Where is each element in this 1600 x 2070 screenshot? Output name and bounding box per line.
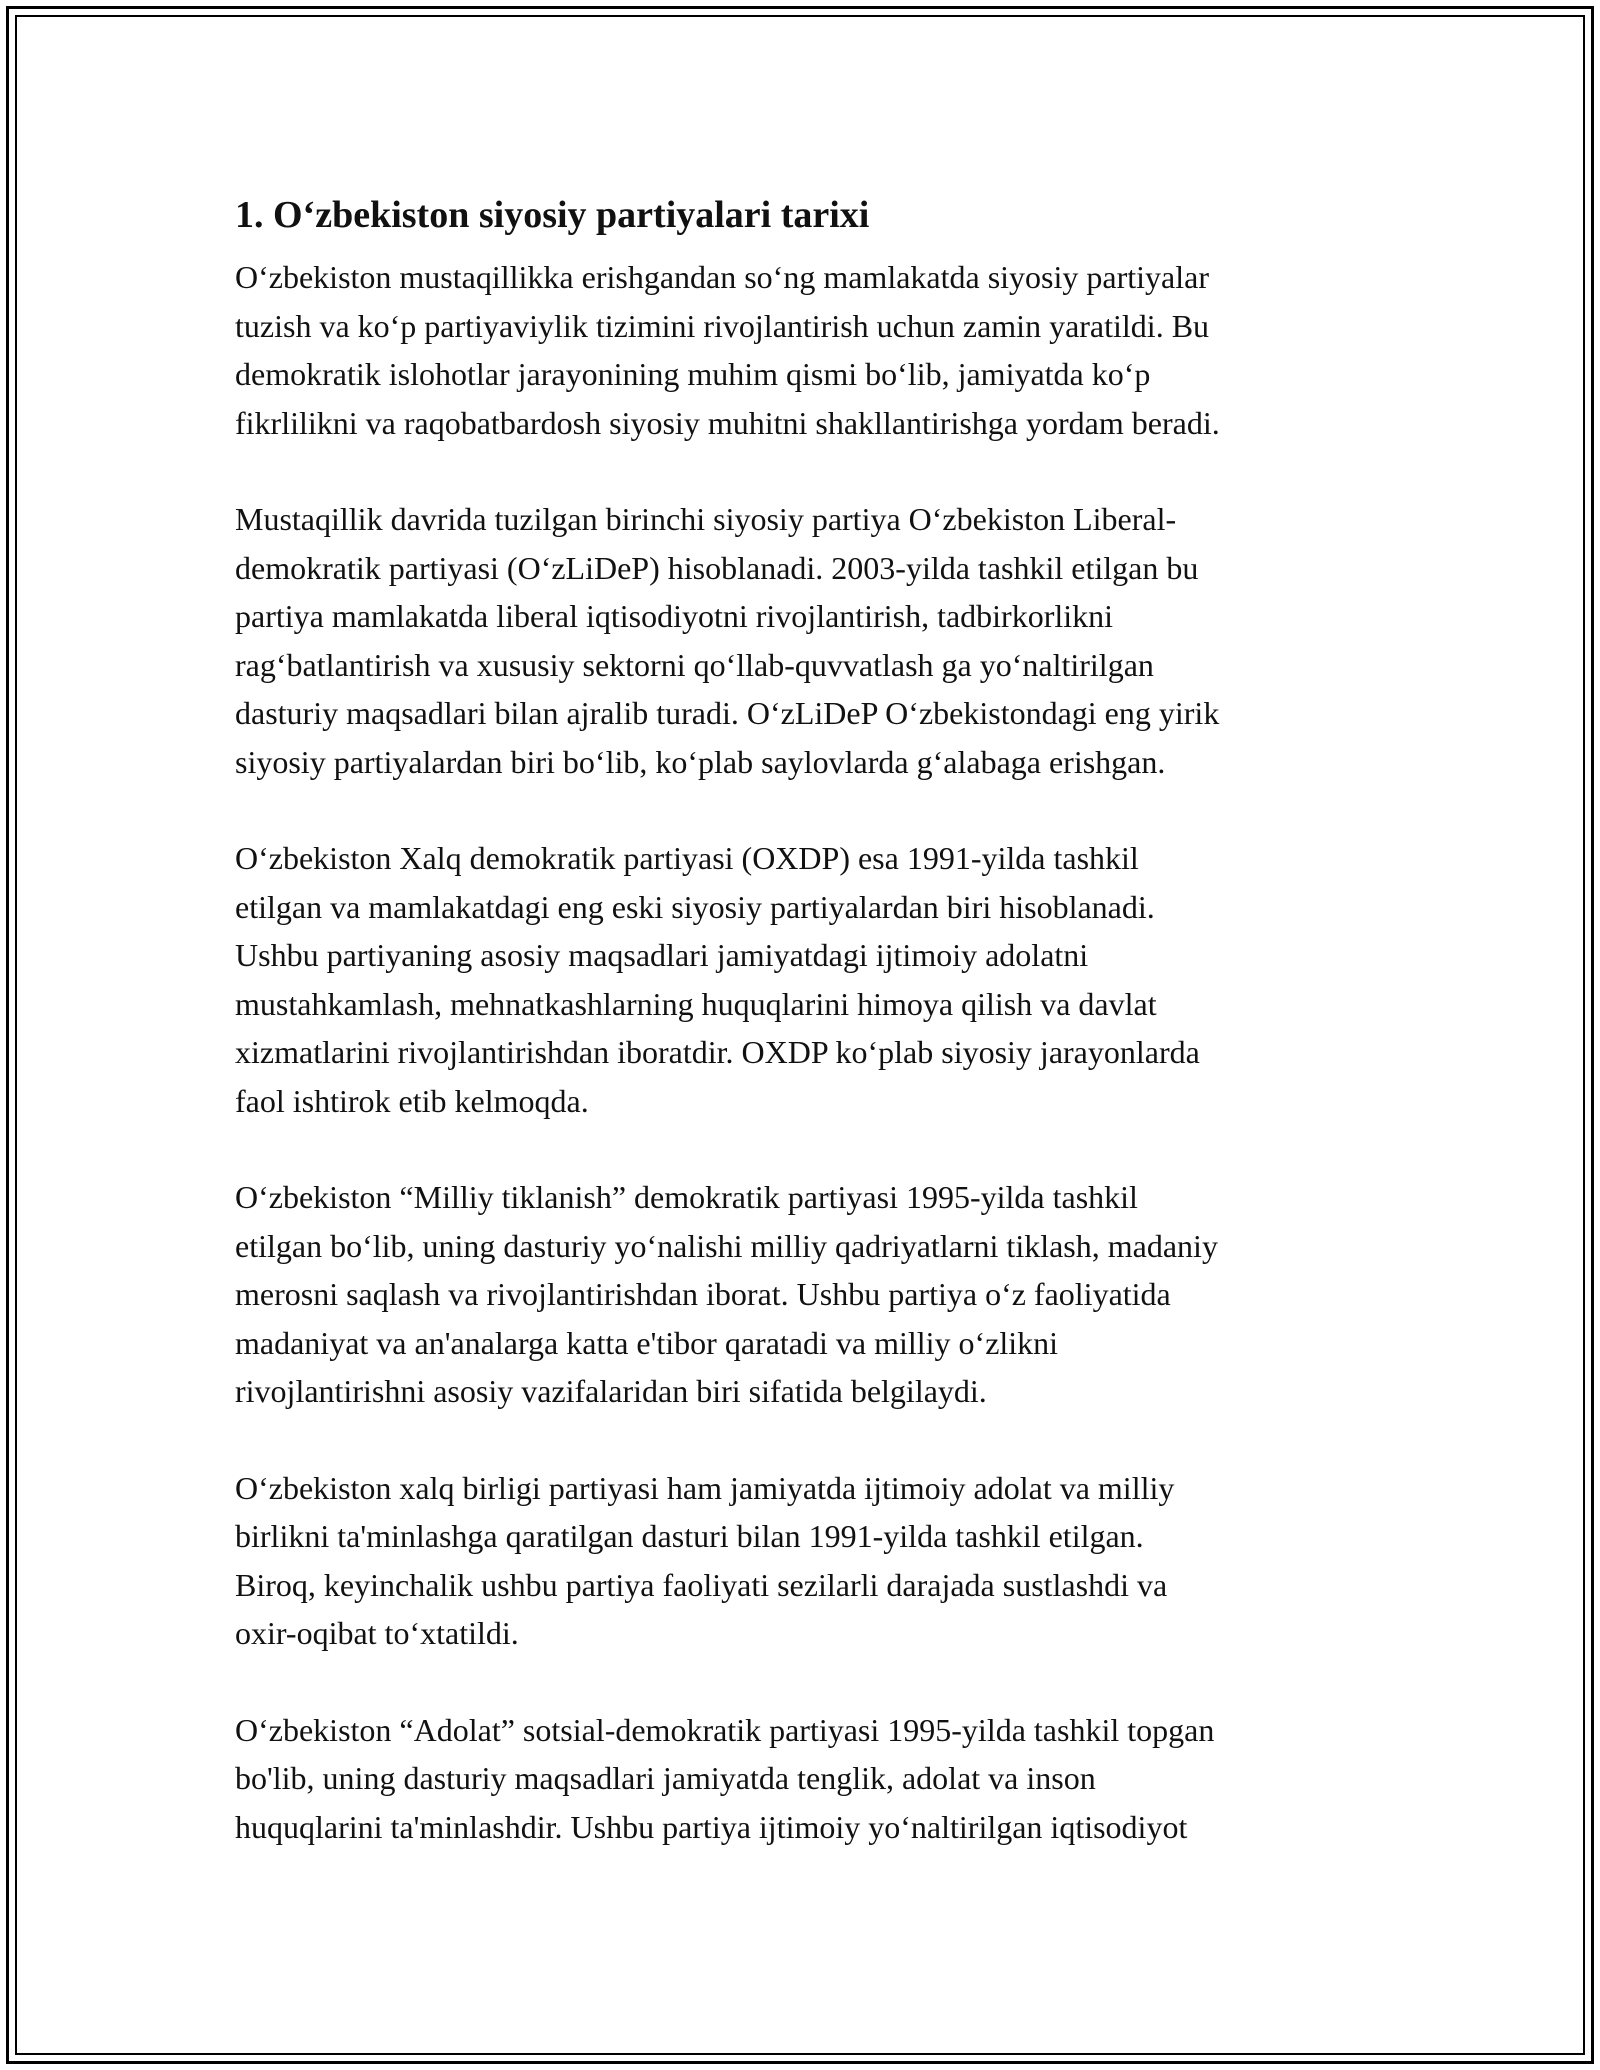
text-line: rivojlantirishni asosiy vazifalaridan biri sifatida belgilaydi. — [235, 1373, 987, 1409]
text-line: Mustaqillik davrida tuzilgan birinchi siyosiy partiya O‘zbekiston Liberal- — [235, 501, 1177, 537]
text-line: bo'lib, uning dasturiy maqsadlari jamiyatda tenglik, adolat va inson — [235, 1760, 1096, 1796]
paragraph — [235, 1464, 1375, 1658]
text-line: demokratik partiyasi (O‘zLiDeP) hisoblanadi. 2003-yilda tashkil etilgan bu — [235, 549, 1199, 586]
text-line: mustahkamlash, mehnatkashlarning huquqlarini himoya qilish va davlat — [235, 985, 1157, 1022]
text-line: O‘zbekiston mustaqillikka erishgandan so‘ng mamlakatda siyosiy partiyalar — [235, 259, 1209, 295]
text-line: demokratik islohotlar jarayonining muhim qismi bo‘lib, jamiyatda ko‘p — [235, 356, 1151, 392]
text-line: dasturiy maqsadlari bilan ajralib turadi. O‘zLiDeP O‘zbekistondagi eng yirik — [235, 695, 1220, 731]
document-body — [235, 185, 1375, 1899]
text-line: oxir-oqibat to‘xtatildi. — [235, 1615, 519, 1651]
text-line: huquqlarini ta'minlashdir. Ushbu partiya ijtimoiy yo‘naltirilgan iqtisodiyot — [235, 1808, 1188, 1845]
paragraph — [235, 834, 1375, 1125]
paragraph — [235, 253, 1375, 447]
text-line: Ushbu partiyaning asosiy maqsadlari jamiyatdagi ijtimoiy adolatni — [235, 937, 1089, 973]
text-line: birlikni ta'minlashga qaratilgan dasturi bilan 1991-yilda tashkil etilgan. — [235, 1518, 1144, 1554]
text-line: xizmatlarini rivojlantirishdan iboratdir. OXDP ko‘plab siyosiy jarayonlarda — [235, 1034, 1200, 1070]
paragraph — [235, 1173, 1375, 1416]
text-line: madaniyat va an'analarga katta e'tibor qaratadi va milliy o‘zlikni — [235, 1324, 1059, 1361]
paragraph — [235, 495, 1375, 786]
text-line: Biroq, keyinchalik ushbu partiya faoliyati sezilarli darajada sustlashdi va — [235, 1566, 1168, 1603]
text-line: merosni saqlash va rivojlantirishdan iborat. Ushbu partiya o‘z faoliyatida — [235, 1276, 1171, 1312]
text-line: O‘zbekiston “Adolat” sotsial-demokratik partiyasi 1995-yilda tashkil topgan — [235, 1711, 1215, 1748]
text-line: O‘zbekiston “Milliy tiklanish” demokratik partiyasi 1995-yilda tashkil — [235, 1179, 1138, 1215]
text-line: tuzish va ko‘p partiyaviylik tizimini rivojlantirish uchun zamin yaratildi. Bu — [235, 307, 1210, 344]
section-heading: 1. O‘zbekiston siyosiy partiyalari tarixi — [235, 194, 870, 236]
text-line: rag‘batlantirish va xususiy sektorni qo‘llab-quvvatlash ga yo‘naltirilgan — [235, 646, 1154, 683]
text-line: siyosiy partiyalardan biri bo‘lib, ko‘plab saylovlarda g‘alabaga erishgan. — [235, 743, 1166, 780]
text-line: O‘zbekiston Xalq demokratik partiyasi (OXDP) esa 1991-yilda tashkil — [235, 840, 1139, 876]
text-line: faol ishtirok etib kelmoqda. — [235, 1082, 589, 1119]
text-line: fikrlilikni va raqobatbardosh siyosiy muhitni shakllantirishga yordam beradi. — [235, 404, 1220, 441]
paragraph — [235, 1706, 1375, 1852]
text-line: etilgan bo‘lib, uning dasturiy yo‘nalishi milliy qadriyatlarni tiklash, madaniy — [235, 1227, 1218, 1264]
text-line: partiya mamlakatda liberal iqtisodiyotni rivojlantirish, tadbirkorlikni — [235, 598, 1114, 634]
text-line: etilgan va mamlakatdagi eng eski siyosiy partiyalardan biri hisoblanadi. — [235, 888, 1155, 925]
text-line: O‘zbekiston xalq birligi partiyasi ham jamiyatda ijtimoiy adolat va milliy — [235, 1469, 1175, 1506]
paragraph-list — [235, 253, 1375, 1851]
